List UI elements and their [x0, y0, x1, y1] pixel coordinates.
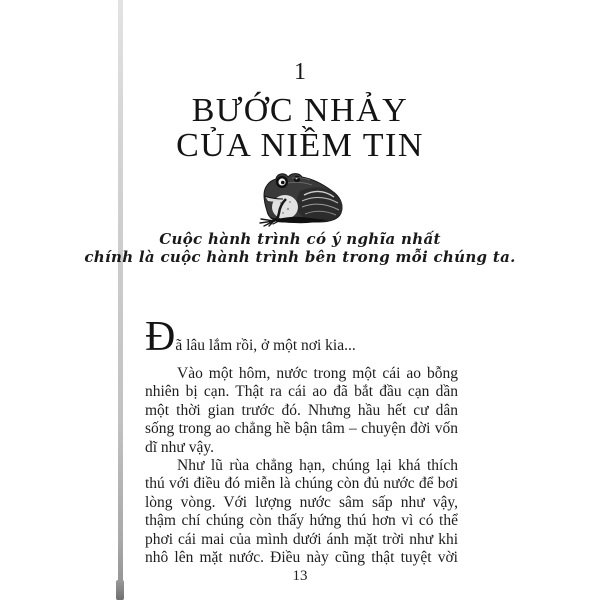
frog-icon	[252, 169, 348, 227]
paragraph-2: Vào một hôm, nước trong một cái ao bỗng nhiên bị cạn. Thật ra cái ao đã bắt đầu cạn dần một thời gian trước đó. Nhưng hầu hết cư dân sống trong ao chẳng hề bận tâm – chuyện đời vốn dĩ như vậy.	[145, 364, 458, 456]
chapter-title-line2: CỦA NIỀM TIN	[176, 127, 424, 164]
epigraph-line2: chính là cuộc hành trình bên trong mỗi chúng ta.	[84, 248, 516, 266]
frog-illustration	[252, 169, 348, 227]
chapter-title-line1: BƯỚC NHẢY	[191, 92, 409, 129]
chapter-title	[0, 93, 600, 163]
drop-cap: Đ	[145, 313, 176, 360]
page-scan-edge	[118, 0, 123, 600]
chapter-number: 1	[294, 59, 306, 85]
paragraph-opening	[145, 313, 458, 360]
paragraph-3: Như lũ rùa chẳng hạn, chúng lại khá thích thú với điều đó miễn là chúng còn đủ nước để bơi lòng vòng. Với lượng nước sâm sấp như vậy, thậm chí chúng còn thấy hứng thú hơn vì có thể phơi cái mai của mình dưới ánh mặt trời như khi nhô lên mặt nước. Điều này cũng thật tuyệt vời	[145, 456, 458, 566]
paragraph-opening-text: ã lâu lắm rồi, ở một nơi kia...	[175, 336, 356, 354]
epigraph	[0, 230, 600, 266]
epigraph-line1: Cuộc hành trình có ý nghĩa nhất	[159, 230, 441, 248]
page-number: 13	[292, 568, 308, 584]
